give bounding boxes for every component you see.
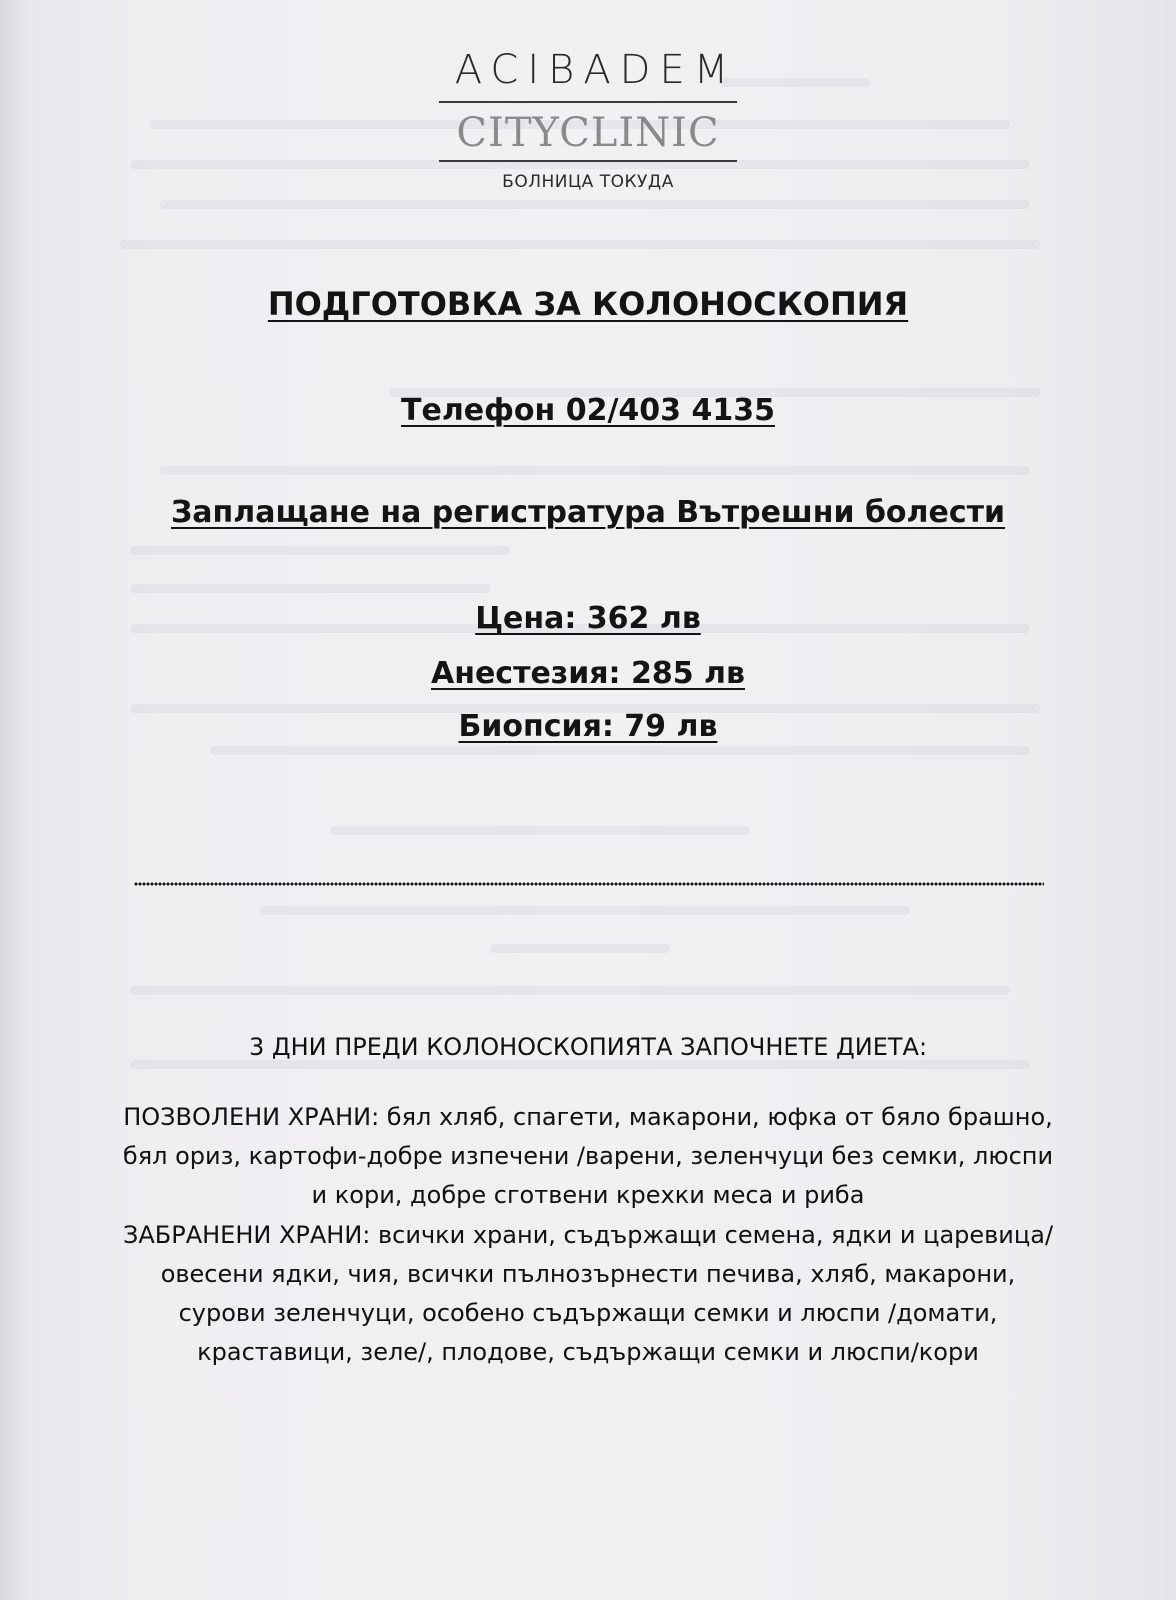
price-line [0,655,1176,693]
allowed-foods-paragraph: ПОЗВОЛЕНИ ХРАНИ: бял хляб, спагети, макарони, юфка от бяло брашно, бял ориз, картофи-добре изпечени /варени, зеленчуци без семки, люспи и кори, добре сготвени крехки меса и риба [122,1103,1054,1209]
city-clinic-logo: CITYCLINIC [456,110,720,156]
dotted-separator [134,882,1044,886]
price-procedure: Цена: 362 лв [475,601,701,636]
logo-divider-top [439,101,737,103]
acibadem-logo: ACIBADEM [454,47,738,93]
forbidden-foods-paragraph: ЗАБРАНЕНИ ХРАНИ: всички храни, съдържащи семена, ядки и царевица/ овесени ядки, чия, всички пълнозърнести печива, хляб, макарони, сурови зеленчуци, особено съдържащи семки и люспи /домати, краставици, зеле/, плодове, съдържащи семки и люспи/кори [122,1221,1054,1366]
price-anesthesia: Анестезия: 285 лв [431,656,745,691]
price-line [0,600,1176,638]
document-title: ПОДГОТОВКА ЗА КОЛОНОСКОПИЯ [267,285,909,323]
phone-number: Телефон 02/403 4135 [401,393,775,428]
price-line [0,708,1176,746]
payment-info: Заплащане на регистратура Вътрешни болести [170,495,1006,530]
logo-divider-bottom [439,160,737,162]
diet-heading: 3 ДНИ ПРЕДИ КОЛОНОСКОПИЯТА ЗАПОЧНЕТЕ ДИЕТА: [248,1033,928,1061]
hospital-name: БОЛНИЦА ТОКУДА [502,172,674,192]
price-biopsy: Биопсия: 79 лв [458,709,718,744]
